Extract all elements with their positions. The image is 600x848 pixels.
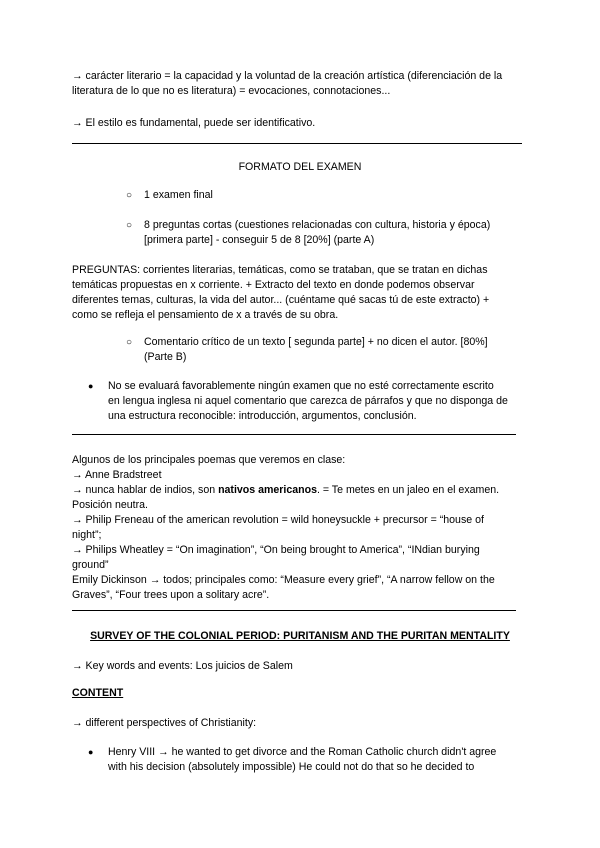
text-line: 8 preguntas cortas (cuestiones relacionadas con cultura, historia y época) — [144, 219, 491, 231]
exam-format-title: FORMATO DEL EXAMEN — [238, 161, 362, 173]
exam-item-commentary — [144, 335, 528, 365]
text-line: Emily Dickinson → todos; principales como: “Measure every grief”, “A narrow fellow on the — [72, 574, 495, 586]
circle-bullet-icon: ○ — [126, 220, 133, 231]
exam-item-final: 1 examen final — [144, 189, 213, 201]
text-line: → Philip Freneau of the american revolution = wild honeysuckle + precursor = “house of — [72, 514, 484, 526]
divider — [72, 610, 516, 611]
text-line: → Anne Bradstreet — [72, 469, 162, 481]
poems-section — [72, 453, 528, 603]
content-heading: CONTENT — [72, 687, 124, 699]
text-line: night”; — [72, 529, 102, 541]
text-line: temáticas propuestas en x corriente. + Extracto del texto en donde podemos observar — [72, 279, 475, 291]
style-note: → El estilo es fundamental, puede ser identificativo. — [72, 117, 316, 129]
text-line: como se refleja el pensamiento de x a través de su obra. — [72, 309, 339, 321]
preguntas-paragraph — [72, 263, 528, 323]
text-line: Henry VIII → he wanted to get divorce and the Roman Catholic church didn't agree — [108, 746, 497, 758]
text-line: literatura de lo que no es literatura) = evocaciones, connotaciones... — [72, 85, 391, 97]
disc-bullet-icon: ● — [88, 747, 94, 757]
divider — [72, 434, 516, 435]
text-line: Posición neutra. — [72, 499, 148, 511]
evaluation-note — [108, 379, 528, 424]
text-line: Comentario crítico de un texto [ segunda parte] + no dicen el autor. [80%] — [144, 336, 488, 348]
text-line: → nunca hablar de indios, son nativos americanos. = Te metes en un jaleo en el examen. — [72, 484, 500, 496]
text-line: ground” — [72, 559, 109, 571]
circle-bullet-icon: ○ — [126, 190, 133, 201]
text-line: (Parte B) — [144, 351, 187, 363]
divider — [72, 143, 522, 144]
text-line: diferentes temas, culturas, la vida del autor... (cuéntame qué sacas tú de este extracto) + — [72, 294, 490, 306]
text-line: → Philips Wheatley = “On imagination”, “On being brought to America”, “INdian burying — [72, 544, 480, 556]
text-line: No se evaluará favorablemente ningún examen que no esté correctamente escrito — [108, 380, 494, 392]
perspectives-line: → different perspectives of Christianity: — [72, 717, 257, 729]
text-line: with his decision (absolutely impossible) He could not do that so he decided to — [108, 761, 475, 773]
exam-item-short-questions — [144, 218, 528, 248]
henry-viii-item — [108, 745, 528, 775]
circle-bullet-icon: ○ — [126, 337, 133, 348]
text-line: → carácter literario = la capacidad y la voluntad de la creación artística (diferenciación de la — [72, 70, 503, 82]
text-line: Algunos de los principales poemas que veremos en clase: — [72, 454, 346, 466]
text-line: [primera parte] - conseguir 5 de 8 [20%] (parte A) — [144, 234, 375, 246]
emphasis-text: nativos americanos — [218, 484, 317, 496]
survey-heading: SURVEY OF THE COLONIAL PERIOD: PURITANISM AND THE PURITAN MENTALITY — [90, 630, 510, 642]
text-line: Graves”, “Four trees upon a solitary acre”. — [72, 589, 270, 601]
intro-paragraph — [72, 69, 528, 99]
text-line: en lengua inglesa ni aquel comentario que carezca de párrafos y que no disponga de — [108, 395, 508, 407]
keywords-line: → Key words and events: Los juicios de Salem — [72, 660, 293, 672]
text-line: PREGUNTAS: corrientes literarias, temáticas, como se trataban, que se tratan en dichas — [72, 264, 488, 276]
text-line: una estructura reconocible: introducción, argumentos, conclusión. — [108, 410, 417, 422]
disc-bullet-icon: ● — [88, 381, 94, 391]
